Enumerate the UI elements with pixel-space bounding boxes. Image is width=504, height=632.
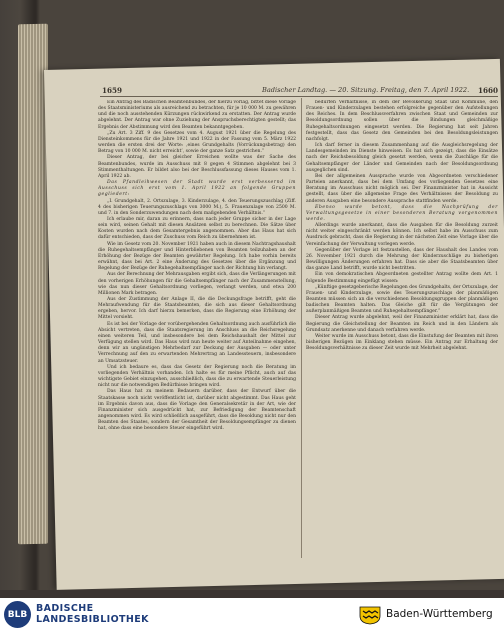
blb-name-line2: LANDESBIBLIOTHEK	[36, 614, 149, 625]
page-header	[102, 86, 498, 100]
paragraph: Das Pfandleihwesen der Stadt wurde erst verbessernd im Ausschuss sich erst vom 1. April 1922 an folgende Gruppen gegliedert:	[98, 180, 296, 198]
column-separator	[301, 98, 302, 558]
paragraph: Weiter wurde im Ausschuss betont, dass die Einstufung der Beamten mit ihren bisherigen Bezügen im Einklang stehen müsse. Ein Antrag zur Erhaltung der Besoldungsverhältnisse zu dieser Zeit wurde mit Mehrheit abgelehnt.	[306, 333, 498, 352]
paragraph: Aus der Zustimmung der Anlage II, die die Deckungsfrage betrifft, geht die Mehraufwendung für die Staatsbeamten, die sich aus dieser Gehaltsordnung ergeben, hervor. Ich darf hierzu bemerken, dass die Regierung eine Erhöhung der Mittel vorsieht.	[98, 297, 296, 321]
paragraph: Aus der Berechnung der Mehrausgaben ergibt sich, dass die Verlängerungen mit den vorherigen Erhöhungen für die Gehaltsempfänger nach der Zusammenstellung, wie das nun dieser Gehaltsordnung vorliegen, verlangt werden, und etwa 200 Millionen Mark betragen.	[98, 272, 296, 296]
paragraph: Wie im Gesetz vom 20. November 1921 haben auch in diesem Nachtragshaushalt die Ruhegehaltsempfänger und Hinterbliebenen von Beamten teilzuhaben an der Erhöhung der Bezüge der Beamten gewährter Regelung. Ich habe vorhin bereits erwähnt, dass bei Art. 2 eine Änderung des Gesetzes über die Ergänzung und Regelung der Bezüge der Ruhegehaltsempfänger nach der Richtung hin verlangt.	[98, 241, 296, 272]
page-number-right: 1660	[477, 86, 498, 95]
header-rule	[100, 96, 498, 97]
paragraph: „Künftige gesetzgeberische Regelungen des Grundgehalts, der Ortszulage, der Frauen- und Kinderzulage, sowie des Teuerungszuschlags der planmäßigen Beamten müssen sich an die verschiedenen Besoldungsgruppen der planmäßigen badischen Beamten halten. Das Gleiche gilt für die Vergütungen der außerplanmäßigen Beamten und Ruhegehaltsempfänger.“	[306, 284, 498, 315]
paragraph: Ich darf ferner in diesem Zusammenhang auf die Ausgleichsregelung der Landesgemeinden im Dienste hinweisen. Es hat sich gezeigt, dass die Einsätze nach der Reichsbesoldung gleich gesetzt werden, wenn die Zuschläge für die Gehaltsempfänger der Länder und Gemeinden nach der Besoldungsordnung ausgeglichen sind.	[306, 143, 498, 173]
paragraph: Und ich bedaure es, dass das Gesetz der Regierung noch die Beratung im vorliegenden Verhältnis vorhanden. Ich halte es für meine Pflicht, auch auf das wichtigste Gebiet einzugehen, ausschließlich, dass die zu erwartende Steuerleistung nicht nur die notwendigen Bedürfnisse bringen wird.	[98, 364, 296, 389]
blb-name-line1: BADISCHE	[36, 603, 94, 614]
paragraph: „I. Grundgehalt, 2. Ortszulage, 3. Kinderzulage, 4. den Teuerungszuschlag (Ziff. 4 des bisherigen Teuerungszuschlags von 3000 M.), 5. Frauenzulage von 2500 M. und 7. in den Sonderzuwendungen nach dem maßgebenden Verhältnis.“	[98, 198, 296, 216]
text-column-right	[306, 100, 498, 560]
paragraph: Ein von demokratischen Abgeordneten gestellter Antrag wollte dem Art. 1 folgende Bestimmung eingefügt wissen:	[306, 272, 498, 284]
baden-wuerttemberg-crest-icon	[358, 605, 382, 625]
paragraph: Ich erlaube mir, daran zu erinnern, dass nach jeder Gruppe sicher in der Lage sein wird, seinen Gehalt mit diesen Ansätzen selbst zu berechnen. Die Sätze über Kosten wurden nach dem Gesamtergebnis angenommen. Aber das Haus hat sich dafür entschieden, dass der Zuschuss vom Reich zu übernehmen ist.	[98, 216, 296, 241]
paragraph: Ebenso wurde betont, dass die Nachprüfung der Verwaltungsgesetze in einer besonderen Beratung vorgenommen werde.	[306, 204, 498, 222]
paragraph: bedürfen Verhältnisse, in dem der Bevölkerung Staat und Kommune, den Frauen- und Kinderzulagen bestehen erfolgreiche gegenüber den Aufstellungen des Reiches. In dem Beschlussverfahren zwischen Staat und Gemeinden zur Besoldungsordnung sollen über die Bindungen gleichmäßige Ruhegehaltsordnungen eingesetzt werden. Die Regierung hat seit Jahren festgestellt, dass das Gesetz den Gemeinden bei den Besoldungsleistungen nachfolgt.	[306, 100, 498, 142]
paragraph: „Zu Art. 3 Ziff. 9 des Gesetzes vom 4. August 1921 über die Regelung des Diensteinkommens für die Jahre 1921 und 1922 in der Fassung vom 5. März 1922 werden die ersten drei der Worte: ‚eines Grundgehalts (Vorrückungsbetrag) den Betrag von 10 000 M. nicht erreicht‘, sowie der ganze Satz gestrichen.“	[98, 130, 296, 155]
footer-bar	[0, 598, 504, 632]
paragraph: Dieser Antrag wurde abgelehnt, weil der Finanzminister erklärt hat, dass die Regierung die Gleichstellung der Beamten im Reich und in den Ländern als Grundsatz anerkenne und danach verfahren werde.	[306, 315, 498, 333]
blb-badge-text: BLB	[7, 609, 28, 620]
paragraph: Bei der allgemeinen Aussprache wurde von Abgeordneten verschiedener Parteien anerkannt, dass bei dem Umfang des vorliegenden Gesetzes eine Beratung im Ausschuss nicht möglich sei. Der Finanzminister hat in Aussicht gestellt, dass über die allgemeine Frage des Verhältnisses der Besoldung zu anderen Ausgaben eine besondere Aussprache stattfinden werde.	[306, 173, 498, 204]
viewer-gap	[0, 590, 504, 598]
paragraph: Ein Antrag des Badischen Beamtenbundes, der hierzu vorlag, bittet diese Vorlage des Staatsministeriums als ausreichend zu betrachten, für je 10 000 M. zu gewähren und die noch ausstehenden Kürzungen rückwirkend zu erstatten. Der Antrag wurde abgelehnt. Der Antrag war ohne Zuziehung der Anspruchsberechtigten gestellt; das Ergebnis der Abstimmung wird den Beamten bekanntgegeben.	[98, 100, 296, 130]
blb-name[interactable]	[36, 603, 149, 625]
paragraph: Gegenüber der Vorlage ist festzustellen, dass der Haushalt des Landes vom 26. November 1921 durch die Mehrung der Kinderzuschläge zu bisherigen Bewilligungen Änderungen erfahren hat. Dass sie aber die Staatsbeamten über das ganze Land betrifft, wurde nicht bestritten.	[306, 247, 498, 272]
text-column-left	[98, 100, 296, 560]
paragraph: Das Haus hat zu meinem Bedauern darüber, dass der Entwurf über die Staatskasse noch nicht veröffentlicht ist, darüber nicht abgestimmt. Das Haus geht im Ergebnis davon aus, dass die Vorlage den Generalsekretär in der Art, wie der Finanzminister sich ausgedrückt hat, zur Befriedigung der Beamtenschaft angenommen wird. Es wird schließlich ausgeführt, dass die Besoldung nicht nur den Beamten des Staates, sondern der Gesamtheit der Besoldungsempfänger zu dienen hat, ohne dass eine besondere Steuer eingeführt wird.	[98, 389, 296, 432]
paragraph: Dieser Antrag, der bei gleicher Erreichen wollte was der Sache des Beamtenbundes, wurde im Ausschuss mit 8 gegen 4 Stimmen abgelehnt bei 3 Stimmenthaltungen. Er bildet also bei der Beschlussfassung dieses Hauses vom 1. April 1922 ab.	[98, 155, 296, 179]
baden-wuerttemberg-label[interactable]: Baden-Württemberg	[386, 608, 493, 620]
page-number-left: 1659	[102, 86, 123, 95]
paragraph: Es ist bei der Vorlage der vorübergehenden Gehaltsordnung auch ausführlich die Absicht vertreten, dass die Staatsregierung im Anschluss an die Reichsregelung einen weiteren Teil, und insbesondere bei dem Reichshaushalt der Mittel zur Verfügung stellen wird. Das Haus wird nun heute weiter auf Anteilnahme eingehen, denn wir an ungünstigen Mehrbedarf zur Deckung der Ausgaben — oder unter Verrechnung auf den zu erwartenden Mehrertrag an Landessteuern, insbesondere an Umsatzsteuer.	[98, 321, 296, 364]
running-title: Badischer Landtag. — 20. Sitzung. Freitag, den 7. April 1922.	[262, 86, 470, 94]
blb-logo[interactable]	[4, 601, 31, 628]
paragraph: Allerdings wurde anerkannt, dass die Ausgaben für die Besoldung zurzeit nicht weiter eingeschränkt werden können. Ich selbst habe im Ausschuss zum Ausdruck gebracht, dass die Regierung in der nächsten Zeit eine Vorlage über die Vereinfachung der Verwaltung vorlegen werde.	[306, 223, 498, 247]
stacked-page-edges	[18, 24, 48, 545]
